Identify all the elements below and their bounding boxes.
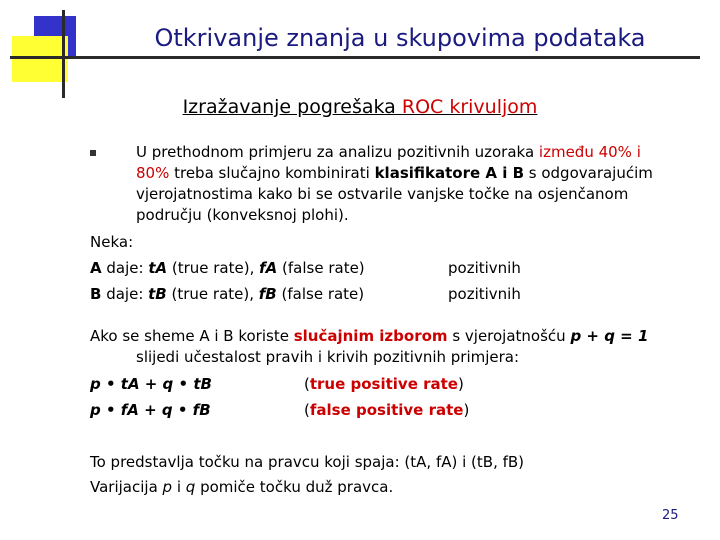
- row-a-fr: (false rate): [277, 259, 365, 277]
- decor-yellow-square: [12, 36, 68, 82]
- decor-vertical-line: [62, 10, 65, 98]
- row-a-tr: (true rate),: [167, 259, 260, 277]
- subtitle-part2: ROC krivuljom: [401, 96, 538, 118]
- to-line: To predstavlja točku na pravcu koji spaja: (tA, fA) i (tB, fB): [90, 453, 525, 471]
- row-a-t: tA: [148, 259, 168, 277]
- paren-open: (: [304, 375, 310, 393]
- row-a: [90, 258, 365, 279]
- neka-label: Neka:: [90, 233, 134, 251]
- row-a-label: A: [90, 259, 102, 277]
- slide-subtitle: [130, 96, 590, 118]
- bullet-highlight: 80%: [136, 164, 170, 182]
- formula-1-label: [304, 374, 464, 395]
- var-text: i: [172, 478, 186, 496]
- ako-line-1: [90, 326, 648, 347]
- formula-2-rate: false positive rate: [309, 401, 464, 419]
- row-a-f: fA: [259, 259, 278, 277]
- bullet-line-4: području (konveksnoj plohi).: [136, 206, 349, 224]
- var-p: p: [162, 478, 173, 496]
- paren-close: ): [457, 375, 464, 393]
- formula-1-expr: p • tA + q • tB: [90, 375, 212, 393]
- subtitle-part1: Izražavanje pogrešaka: [182, 96, 402, 118]
- ako-highlight: slučajnim izborom: [293, 327, 448, 345]
- ako-text: Ako se sheme A i B koriste: [90, 327, 294, 345]
- formula-2-label: [304, 400, 469, 421]
- row-b-daje: daje:: [101, 285, 149, 303]
- bullet-line-1: [136, 142, 641, 163]
- formula-2-expr: p • fA + q • fB: [90, 401, 211, 419]
- row-b-f: fB: [258, 285, 277, 303]
- bullet-highlight: između 40% i: [538, 143, 641, 161]
- bullet-icon: [90, 150, 96, 156]
- row-b-pozitivnih: pozitivnih: [448, 285, 521, 303]
- bullet-text: U prethodnom primjeru za analizu pozitivnih uzoraka: [136, 143, 539, 161]
- slide-title: Otkrivanje znanja u skupovima podataka: [154, 24, 646, 52]
- ako-text: s vjerojatnošću: [447, 327, 571, 345]
- ako-formula: p + q = 1: [570, 327, 649, 345]
- row-a-pozitivnih: pozitivnih: [448, 259, 521, 277]
- decor-horizontal-line: [10, 56, 700, 59]
- row-b-t: tB: [148, 285, 167, 303]
- paren-open: (: [304, 401, 310, 419]
- bullet-line-2: [136, 163, 653, 184]
- var-text: Varijacija: [90, 478, 163, 496]
- page-number: 25: [662, 508, 679, 523]
- bullet-text: treba slučajno kombinirati: [169, 164, 375, 182]
- varijacija-line: [90, 477, 393, 498]
- row-b: [90, 284, 364, 305]
- bullet-text: s odgovarajućim: [524, 164, 653, 182]
- bullet-line-3: vjerojatnostima kako bi se ostvarile vanjske točke na osjenčanom: [136, 185, 629, 203]
- formula-1-rate: true positive rate: [309, 375, 458, 393]
- row-b-tr: (true rate),: [166, 285, 259, 303]
- bullet-bold: klasifikatore A i B: [374, 164, 524, 182]
- var-text: pomiče točku duž pravca.: [195, 478, 394, 496]
- paren-close: ): [463, 401, 470, 419]
- var-q: q: [185, 478, 196, 496]
- row-a-daje: daje:: [101, 259, 149, 277]
- row-b-label: B: [90, 285, 102, 303]
- row-b-fr: (false rate): [276, 285, 365, 303]
- ako-line-2: slijedi učestalost pravih i krivih pozitivnih primjera:: [136, 348, 520, 366]
